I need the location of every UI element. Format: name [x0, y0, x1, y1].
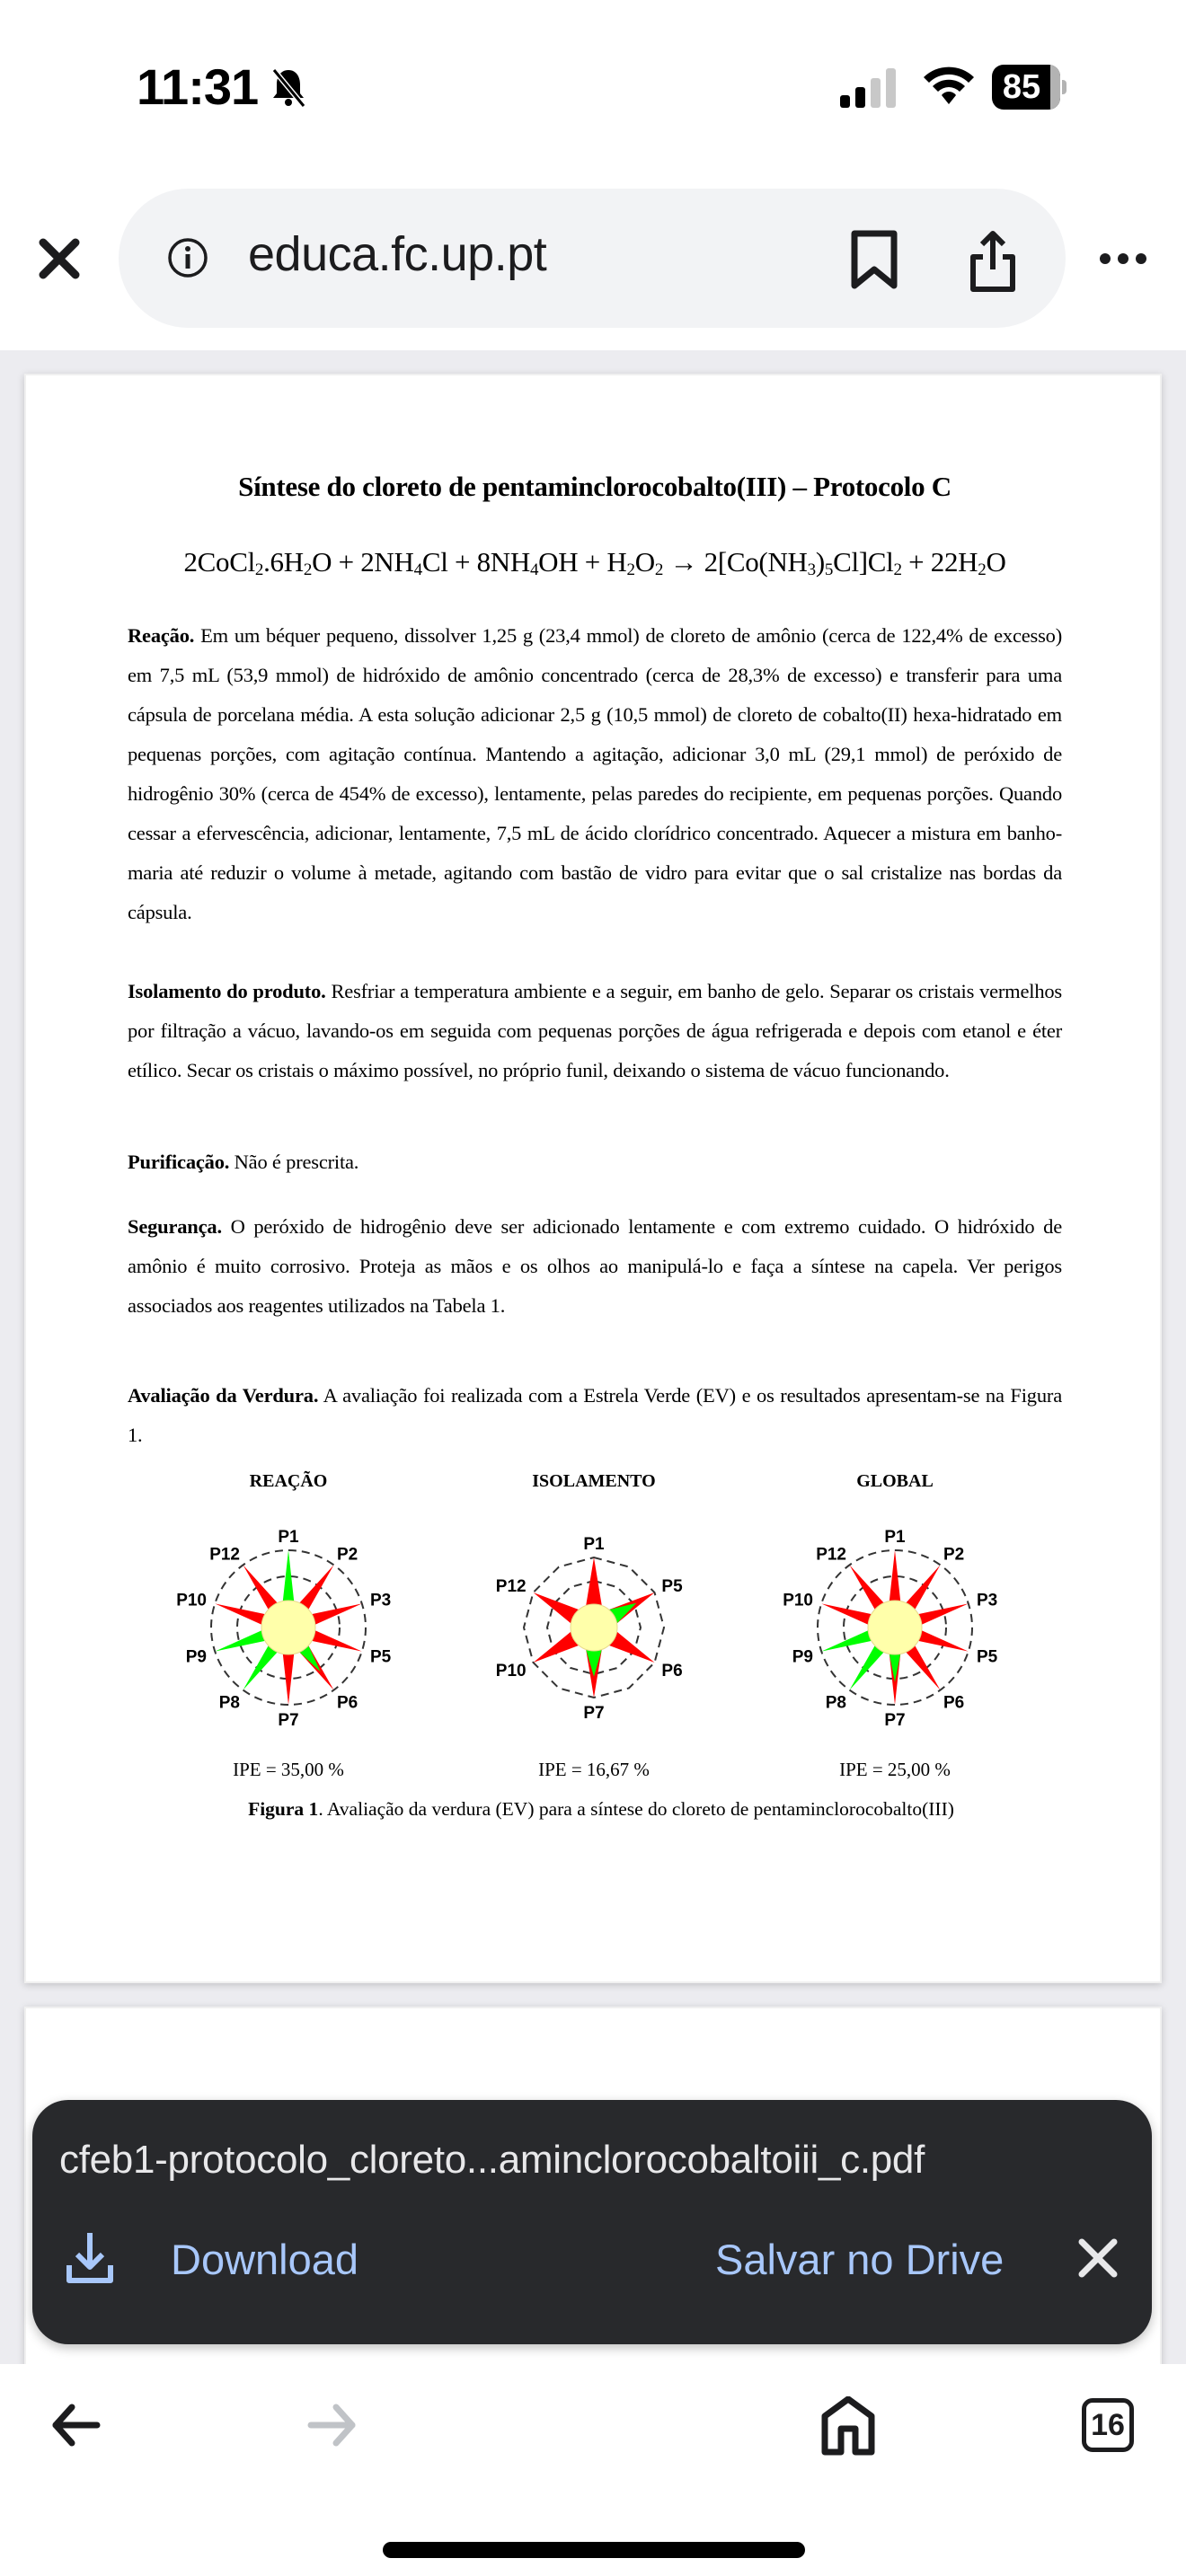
status-bar	[0, 0, 1186, 171]
status-time: 11:31	[137, 58, 259, 115]
chemical-equation: $2CoCl_2.6H_2O + 2NH_4Cl + 8NH_4OH + H_2O_2 \to 2[Co(NH_3)_5Cl]Cl_2 + 22H_2O$	[183, 546, 1006, 579]
url-text[interactable]: educa.fc.up.pt	[248, 227, 547, 281]
section-body: Resfriar a temperatura ambiente e a seguir, em banho de gelo. Separar os cristais vermelhos por filtração a vácuo, lavando-os em seguida com pequenas porções de água refrigerada e depois com etanol e éter etílico. Secar os cristais o máximo possível, no próprio funil, deixando o sistema de vácuo funcionando.	[128, 980, 1062, 1081]
svg-text:P9: P9	[185, 1647, 207, 1667]
svg-text:P9: P9	[792, 1647, 813, 1667]
svg-text:P10: P10	[495, 1662, 527, 1681]
section-heading: Segurança.	[128, 1215, 222, 1238]
chart-global	[760, 1471, 1030, 1795]
section-body: O peróxido de hidrogênio deve ser adicionado lentamente e com extremo cuidado. O hidróxido de amônio é muito corrosivo. Proteja as mãos e os olhos ao manipulá-lo e faça a síntese na capela. Ver perigos associados aos reagentes utilizados na Tabela 1.	[128, 1215, 1062, 1317]
pdf-page-1	[24, 374, 1162, 1983]
section-seguranca	[128, 1207, 1062, 1326]
svg-text:P7: P7	[278, 1711, 299, 1730]
section-purificacao	[128, 1142, 1062, 1182]
bookmark-icon[interactable]	[850, 230, 898, 289]
svg-text:P2: P2	[943, 1545, 965, 1565]
home-icon[interactable]	[821, 2396, 875, 2456]
tab-switcher-button[interactable]: 16	[1082, 2398, 1134, 2452]
caption-text: . Avaliação da verdura (EV) para a síntese do cloreto de pentaminclorocobalto(III)	[318, 1798, 954, 1820]
section-avaliacao	[128, 1376, 1062, 1455]
home-indicator[interactable]	[383, 2542, 805, 2558]
caption-label: Figura 1	[248, 1798, 319, 1820]
back-arrow-icon[interactable]	[50, 2404, 101, 2447]
svg-text:P6: P6	[661, 1662, 683, 1681]
document-title: Síntese do cloreto de pentaminclorocobalto(III) – Protocolo C	[238, 471, 951, 502]
svg-text:P12: P12	[816, 1545, 846, 1565]
close-banner-icon[interactable]	[1076, 2236, 1120, 2280]
svg-text:P3: P3	[370, 1591, 392, 1610]
bottom-toolbar	[0, 2364, 1186, 2576]
svg-text:P5: P5	[977, 1647, 998, 1667]
section-isolamento	[128, 972, 1062, 1090]
more-icon[interactable]	[1098, 248, 1148, 269]
pdf-viewer[interactable]	[0, 350, 1186, 2364]
svg-text:P12: P12	[495, 1577, 527, 1596]
chart-isolamento	[459, 1471, 729, 1795]
section-heading: Reação.	[128, 624, 195, 647]
download-filename: cfeb1-protocolo_cloreto...aminclorocobaltoiii_c.pdf	[59, 2138, 925, 2182]
svg-text:P8: P8	[825, 1693, 846, 1713]
svg-text:P2: P2	[337, 1545, 358, 1565]
svg-text:P7: P7	[583, 1704, 605, 1723]
section-heading: Purificação.	[128, 1151, 230, 1173]
svg-text:P10: P10	[783, 1591, 813, 1610]
svg-text:P5: P5	[370, 1647, 392, 1667]
section-reacao	[128, 616, 1062, 932]
figure-caption	[134, 1798, 1068, 1821]
section-body: Não é prescrita.	[234, 1151, 359, 1173]
svg-text:P10: P10	[176, 1591, 207, 1610]
svg-text:P1: P1	[583, 1535, 605, 1554]
green-star-chart	[760, 1502, 1030, 1753]
share-icon[interactable]	[969, 230, 1017, 293]
figure-green-star	[134, 1471, 1068, 1831]
battery-indicator: 85	[992, 65, 1067, 110]
chart-ipe: IPE = 25,00 %	[839, 1759, 951, 1780]
cell-signal-icon	[840, 68, 899, 108]
chart-ipe: IPE = 35,00 %	[233, 1759, 344, 1780]
save-to-drive-button[interactable]: Salvar no Drive	[715, 2236, 1005, 2283]
download-icon[interactable]	[65, 2231, 115, 2285]
section-body: A avaliação foi realizada com a Estrela Verde (EV) e os resultados apresentam-se na Figura 1.	[128, 1384, 1062, 1446]
chart-title: REAÇÃO	[249, 1471, 328, 1491]
svg-text:P7: P7	[884, 1711, 906, 1730]
close-icon[interactable]	[36, 235, 83, 282]
chart-title: ISOLAMENTO	[532, 1471, 656, 1491]
section-heading: Isolamento do produto.	[128, 980, 326, 1002]
wifi-icon	[922, 65, 976, 106]
svg-text:P5: P5	[661, 1577, 683, 1596]
section-heading: Avaliação da Verdura.	[128, 1384, 319, 1407]
chart-title: GLOBAL	[856, 1471, 934, 1491]
download-button[interactable]: Download	[171, 2236, 359, 2283]
svg-text:P6: P6	[337, 1693, 358, 1713]
svg-text:P6: P6	[943, 1693, 965, 1713]
silent-bell-icon	[266, 65, 311, 110]
svg-text:P1: P1	[884, 1528, 906, 1547]
svg-text:P1: P1	[278, 1528, 299, 1547]
chart-ipe: IPE = 16,67 %	[538, 1759, 650, 1780]
info-icon[interactable]	[167, 237, 208, 278]
chart-reacao	[154, 1471, 423, 1795]
green-star-chart	[154, 1502, 423, 1753]
svg-text:P8: P8	[218, 1693, 240, 1713]
download-banner	[32, 2100, 1152, 2344]
section-body: Em um béquer pequeno, dissolver 1,25 g (23,4 mmol) de cloreto de amônio (cerca de 122,4% de excesso) em 7,5 mL (53,9 mmol) de hidróxido de amônio concentrado (cerca de 28,3% de excesso) e transferir para uma cápsula de porcelana média. A esta solução adicionar 2,5 g (10,5 mmol) de cloreto de cobalto(II) hexa-hidratado em pequenas porções, com agitação contínua. Mantendo a agitação, adicionar 3,0 mL (29,1 mmol) de peróxido de hidrogênio 30% (cerca de 454% de excesso), lentamente, pelas paredes do recipiente, em pequenas porções. Quando cessar a efervescência, adicionar, lentamente, 7,5 mL de ácido clorídrico concentrado. Aquecer a mistura em banho-maria até reduzir o volume à metade, agitando com bastão de vidro para evitar que o sal cristalize nas bordas da cápsula.	[128, 624, 1062, 923]
svg-text:P3: P3	[977, 1591, 998, 1610]
forward-arrow-icon[interactable]	[307, 2404, 358, 2447]
svg-text:P12: P12	[209, 1545, 240, 1565]
green-star-chart	[459, 1502, 729, 1753]
